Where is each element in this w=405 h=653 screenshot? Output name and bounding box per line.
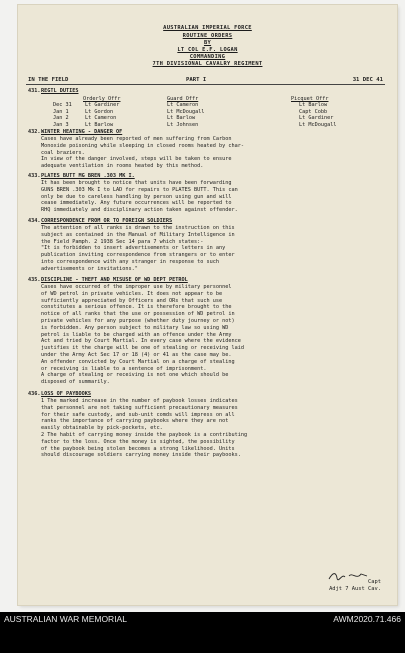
section-body xyxy=(41,398,383,459)
duties-table xyxy=(41,96,383,128)
order-date: 31 DEC 41 xyxy=(352,77,383,83)
section-number: 436. xyxy=(28,391,41,397)
text-line: should discourage soldiers carrying money inside their paybooks. xyxy=(41,452,241,459)
header-line-3: BY xyxy=(203,40,212,46)
text-line: advertisements or invitations." xyxy=(41,265,138,272)
table-cell: Lt Johnsen xyxy=(167,121,199,128)
text-line: It has been brought to notice that units have been forwarding xyxy=(41,180,232,186)
text-line: Monoxide poisoning while sleeping in closed rooms heated by char- xyxy=(41,142,245,149)
text-line: of WD petrol in private vehicles. It does not appear to be xyxy=(41,290,223,297)
table-cell: Dec 31 xyxy=(53,102,72,109)
text-line: for their safe custody, and sub-unit comds will impress on all xyxy=(41,411,235,418)
text-line: A charge of stealing or receiving is not one which should be xyxy=(41,372,229,379)
section-body xyxy=(41,136,383,170)
table-cell: Lt Barlow xyxy=(299,102,328,109)
text-line: only be due to careless handling by person using gun and will xyxy=(41,193,232,200)
table-cell: Jan 3 xyxy=(53,121,69,128)
table-cell: Lt Gardiner xyxy=(299,115,334,122)
section-title: CORRESPONDENCE FROM OR TO FOREIGN SOLDIERS xyxy=(41,218,173,224)
section-number: 432. xyxy=(28,129,41,135)
archive-name: AUSTRALIAN WAR MEMORIAL xyxy=(4,614,127,624)
section-body xyxy=(41,180,383,214)
text-line: or receiving is liable to a sentence of imprisonment. xyxy=(41,365,207,372)
text-line: of the paybook being stolen becomes a strong likelihood. Units xyxy=(41,445,235,452)
table-cell: Lt McDougall xyxy=(299,121,337,128)
text-line: Cases have occurred of the improper use by military personnel xyxy=(41,284,232,290)
section-title: LOSS OF PAYBOOKS xyxy=(41,391,91,397)
text-line: publication inviting correspondence from strangers or to enter xyxy=(41,252,235,259)
text-line: under the Army Act Sec 17 or 18 (4) or 41 as the case may be. xyxy=(41,351,232,358)
header-line-5: COMMANDING xyxy=(189,54,226,60)
text-line: easily obtainable by pick-pockets, etc. xyxy=(41,425,163,432)
text-line: is forbidden. Any person subject to military law so using WD xyxy=(41,324,229,331)
section-body xyxy=(41,225,383,273)
archive-footer xyxy=(0,612,405,653)
text-line: private vehicles for any purpose (whether duty journey or not) xyxy=(41,317,235,324)
table-cell: Lt Cameron xyxy=(85,115,117,122)
text-line: notice of all ranks that the use or possession of WD petrol in xyxy=(41,311,235,318)
divider xyxy=(26,84,385,85)
text-line: RHQ immediately and disciplinary action taken against offender. xyxy=(41,207,238,214)
accession-number: AWM2020.71.466 xyxy=(333,614,401,624)
text-line: In view of the danger involved, steps will be taken to ensure xyxy=(41,156,232,163)
text-line: An offender convicted by Court Martial on a charge of stealing xyxy=(41,358,235,365)
text-line: Act and tried by Court Martial. In every case where the evidence xyxy=(41,338,241,345)
table-cell: Lt Barlow xyxy=(85,121,114,128)
section-title: PLATES BUTT MG BREN .303 MK I. xyxy=(41,173,135,179)
table-cell: Jan 1 xyxy=(53,108,69,115)
signature-appointment: Adjt 7 Aust Cav. xyxy=(329,585,381,592)
table-cell: Lt Barlow xyxy=(167,115,196,122)
text-line: petrol is liable to be charged with an offence under the Army xyxy=(41,331,232,338)
text-line: constitutes a serious offence. It is therefore brought to the xyxy=(41,304,232,311)
table-cell: Jan 2 xyxy=(53,115,69,122)
section-number: 434. xyxy=(28,218,41,224)
section-title: WINTER HEATING - DANGER OF xyxy=(41,129,123,135)
table-cell: Capt Cobb xyxy=(299,108,328,115)
signature-rank: Capt xyxy=(368,579,381,585)
section-number: 435. xyxy=(28,277,41,283)
signature-block xyxy=(329,579,381,593)
section-title: DISCIPLINE - THEFT AND MISUSE OF WD DEPT PETROL xyxy=(41,277,188,283)
section-number: 433. xyxy=(28,173,41,179)
text-line: sufficiently appreciated by Officers and ORs that such use xyxy=(41,297,223,304)
text-line: coal braziers. xyxy=(41,149,85,156)
header-line-1: AUSTRALIAN IMPERIAL FORCE xyxy=(163,25,252,31)
header-line-6: 7TH DIVISIONAL CAVALRY REGIMENT xyxy=(152,61,263,67)
header-line-4: LT COL E.F. LOGAN xyxy=(177,47,238,53)
table-cell: Lt Cameron xyxy=(167,102,199,109)
section-number: 431. xyxy=(28,88,41,94)
column-header: Picquet Offr xyxy=(291,96,329,102)
text-line: subject as contained in the Manual of Military Intelligence in xyxy=(41,231,235,238)
part: PART I xyxy=(186,77,207,83)
text-line: 2 The habit of carrying money inside the paybook is a contributing xyxy=(41,431,248,438)
text-line: adequate ventilation in rooms heated by this method. xyxy=(41,163,204,170)
location: IN THE FIELD xyxy=(28,77,69,83)
text-line: into correspondence with any stranger in response to such xyxy=(41,258,220,265)
table-row xyxy=(41,122,383,128)
table-cell: Lt McDougall xyxy=(167,108,205,115)
document-page xyxy=(18,5,397,605)
text-line: that personnel are not taking sufficient precautionary measures xyxy=(41,404,238,411)
text-line: disposed of summarily. xyxy=(41,379,110,386)
table-cell: Lt Gardiner xyxy=(85,102,120,109)
section-title: REGTL DUTIES xyxy=(41,88,79,94)
table-cell: Lt Gordon xyxy=(85,108,114,115)
header-line-2: ROUTINE ORDERS xyxy=(182,33,233,39)
text-line: "It is forbidden to insert advertisements or letters in any xyxy=(41,245,226,252)
text-line: GUNS BREN .303 Mk I to LAD for repairs to PLATES BUTT. This can xyxy=(41,186,238,193)
text-line: justifies it the charge will be one of stealing or receiving laid xyxy=(41,345,245,352)
text-line: cease immediately. Any future occurrences will be reported to xyxy=(41,200,232,207)
text-line: The attention of all ranks is drawn to the instruction on this xyxy=(41,225,235,231)
text-line: 1 The marked increase in the number of paybook losses indicates xyxy=(41,398,238,404)
text-line: Cases have already been reported of men suffering from Carbon xyxy=(41,136,232,142)
text-line: ranks the importance of carrying paybooks where they are not xyxy=(41,418,229,425)
section-body xyxy=(41,284,383,386)
text-line: factor to the loss. Once the money is sighted, the possibility xyxy=(41,438,235,445)
column-header: Orderly Offr xyxy=(83,96,121,102)
text-line: the Field Pamph. 2 1938 Sec 14 para 7 which states:- xyxy=(41,238,204,245)
column-header: Guard Offr xyxy=(167,96,199,102)
